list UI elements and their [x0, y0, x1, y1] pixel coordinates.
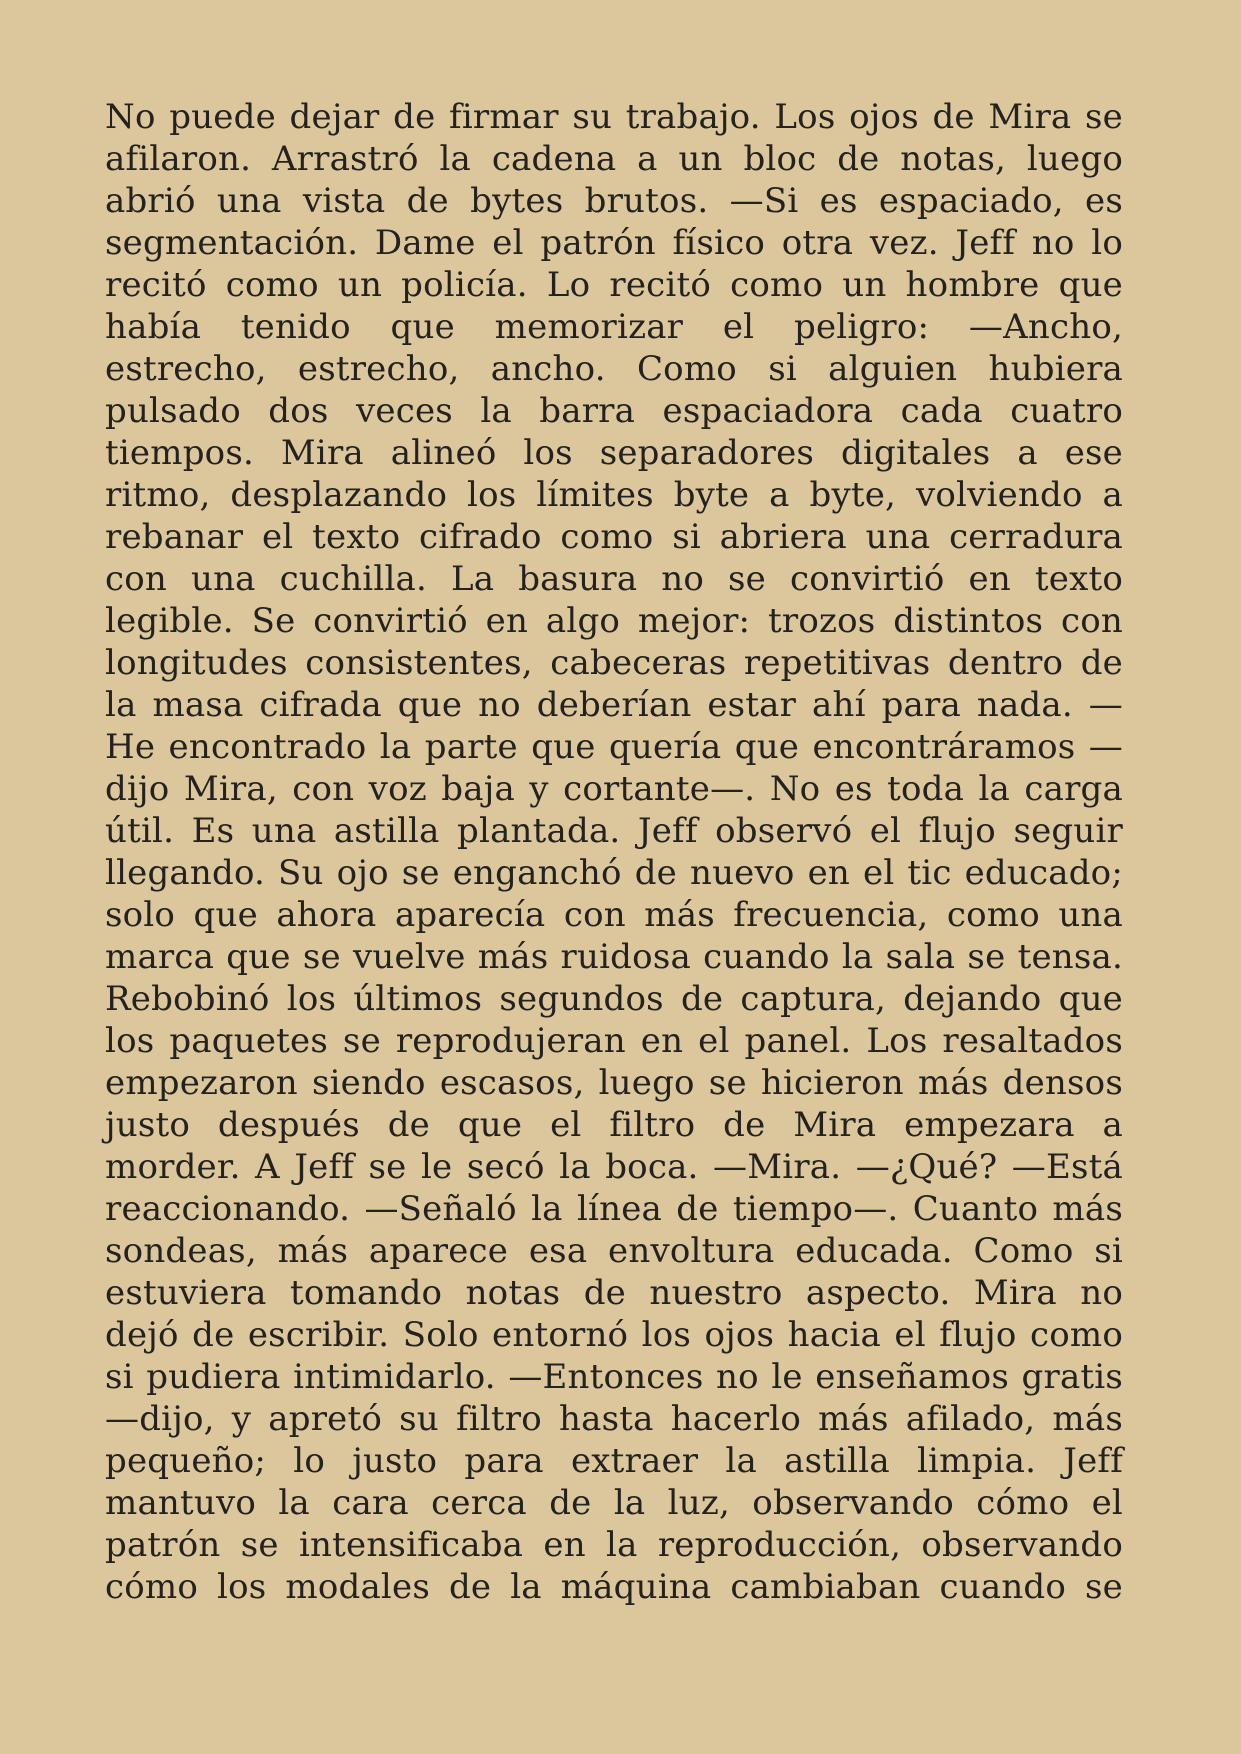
body-paragraph: No puede dejar de firmar su trabajo. Los ojos de Mira se afilaron. Arrastró la cadena a un bloc de notas, luego abrió una vista de bytes brutos. —Si es espaciado, es segmentación. Dame el patrón físico otra vez. Jeff no lo recitó como un policía. Lo recitó como un hombre que había tenido que memorizar el peligro: —Ancho, estrecho, estrecho, ancho. Como si alguien hubiera pulsado dos veces la barra espaciadora cada cuatro tiempos. Mira alineó los separadores digitales a ese ritmo, desplazando los límites byte a byte, volviendo a rebanar el texto cifrado como si abriera una cerradura con una cuchilla. La basura no se convirtió en texto legible. Se convirtió en algo mejor: trozos distintos con longitudes consistentes, cabeceras repetitivas dentro de la masa cifrada que no deberían estar ahí para nada. —He encontrado la parte que quería que encontráramos —dijo Mira, con voz baja y cortante—. No es toda la carga útil. Es una astilla plantada. Jeff observó el flujo seguir llegando. Su ojo se enganchó de nuevo en el tic educado; solo que ahora aparecía con más frecuencia, como una marca que se vuelve más ruidosa cuando la sala se tensa. Rebobinó los últimos segundos de captura, dejando que los paquetes se reprodujeran en el panel. Los resaltados empezaron siendo escasos, luego se hicieron más densos justo después de que el filtro de Mira empezara a morder. A Jeff se le secó la boca. —Mira. —¿Qué? —Está reaccionando. —Señaló la línea de tiempo—. Cuanto más sondeas, más aparece esa envoltura educada. Como si estuviera tomando notas de nuestro aspecto. Mira no dejó de escribir. Solo entornó los ojos hacia el flujo como si pudiera intimidarlo. —Entonces no le enseñamos gratis —dijo, y apretó su filtro hasta hacerlo más afilado, más pequeño; lo justo para extraer la astilla limpia. Jeff mantuvo la cara cerca de la luz, observando cómo el patrón se intensificaba en la reproducción, observando cómo los modales de la máquina cambiaban cuando se: [105, 97, 1123, 1607]
